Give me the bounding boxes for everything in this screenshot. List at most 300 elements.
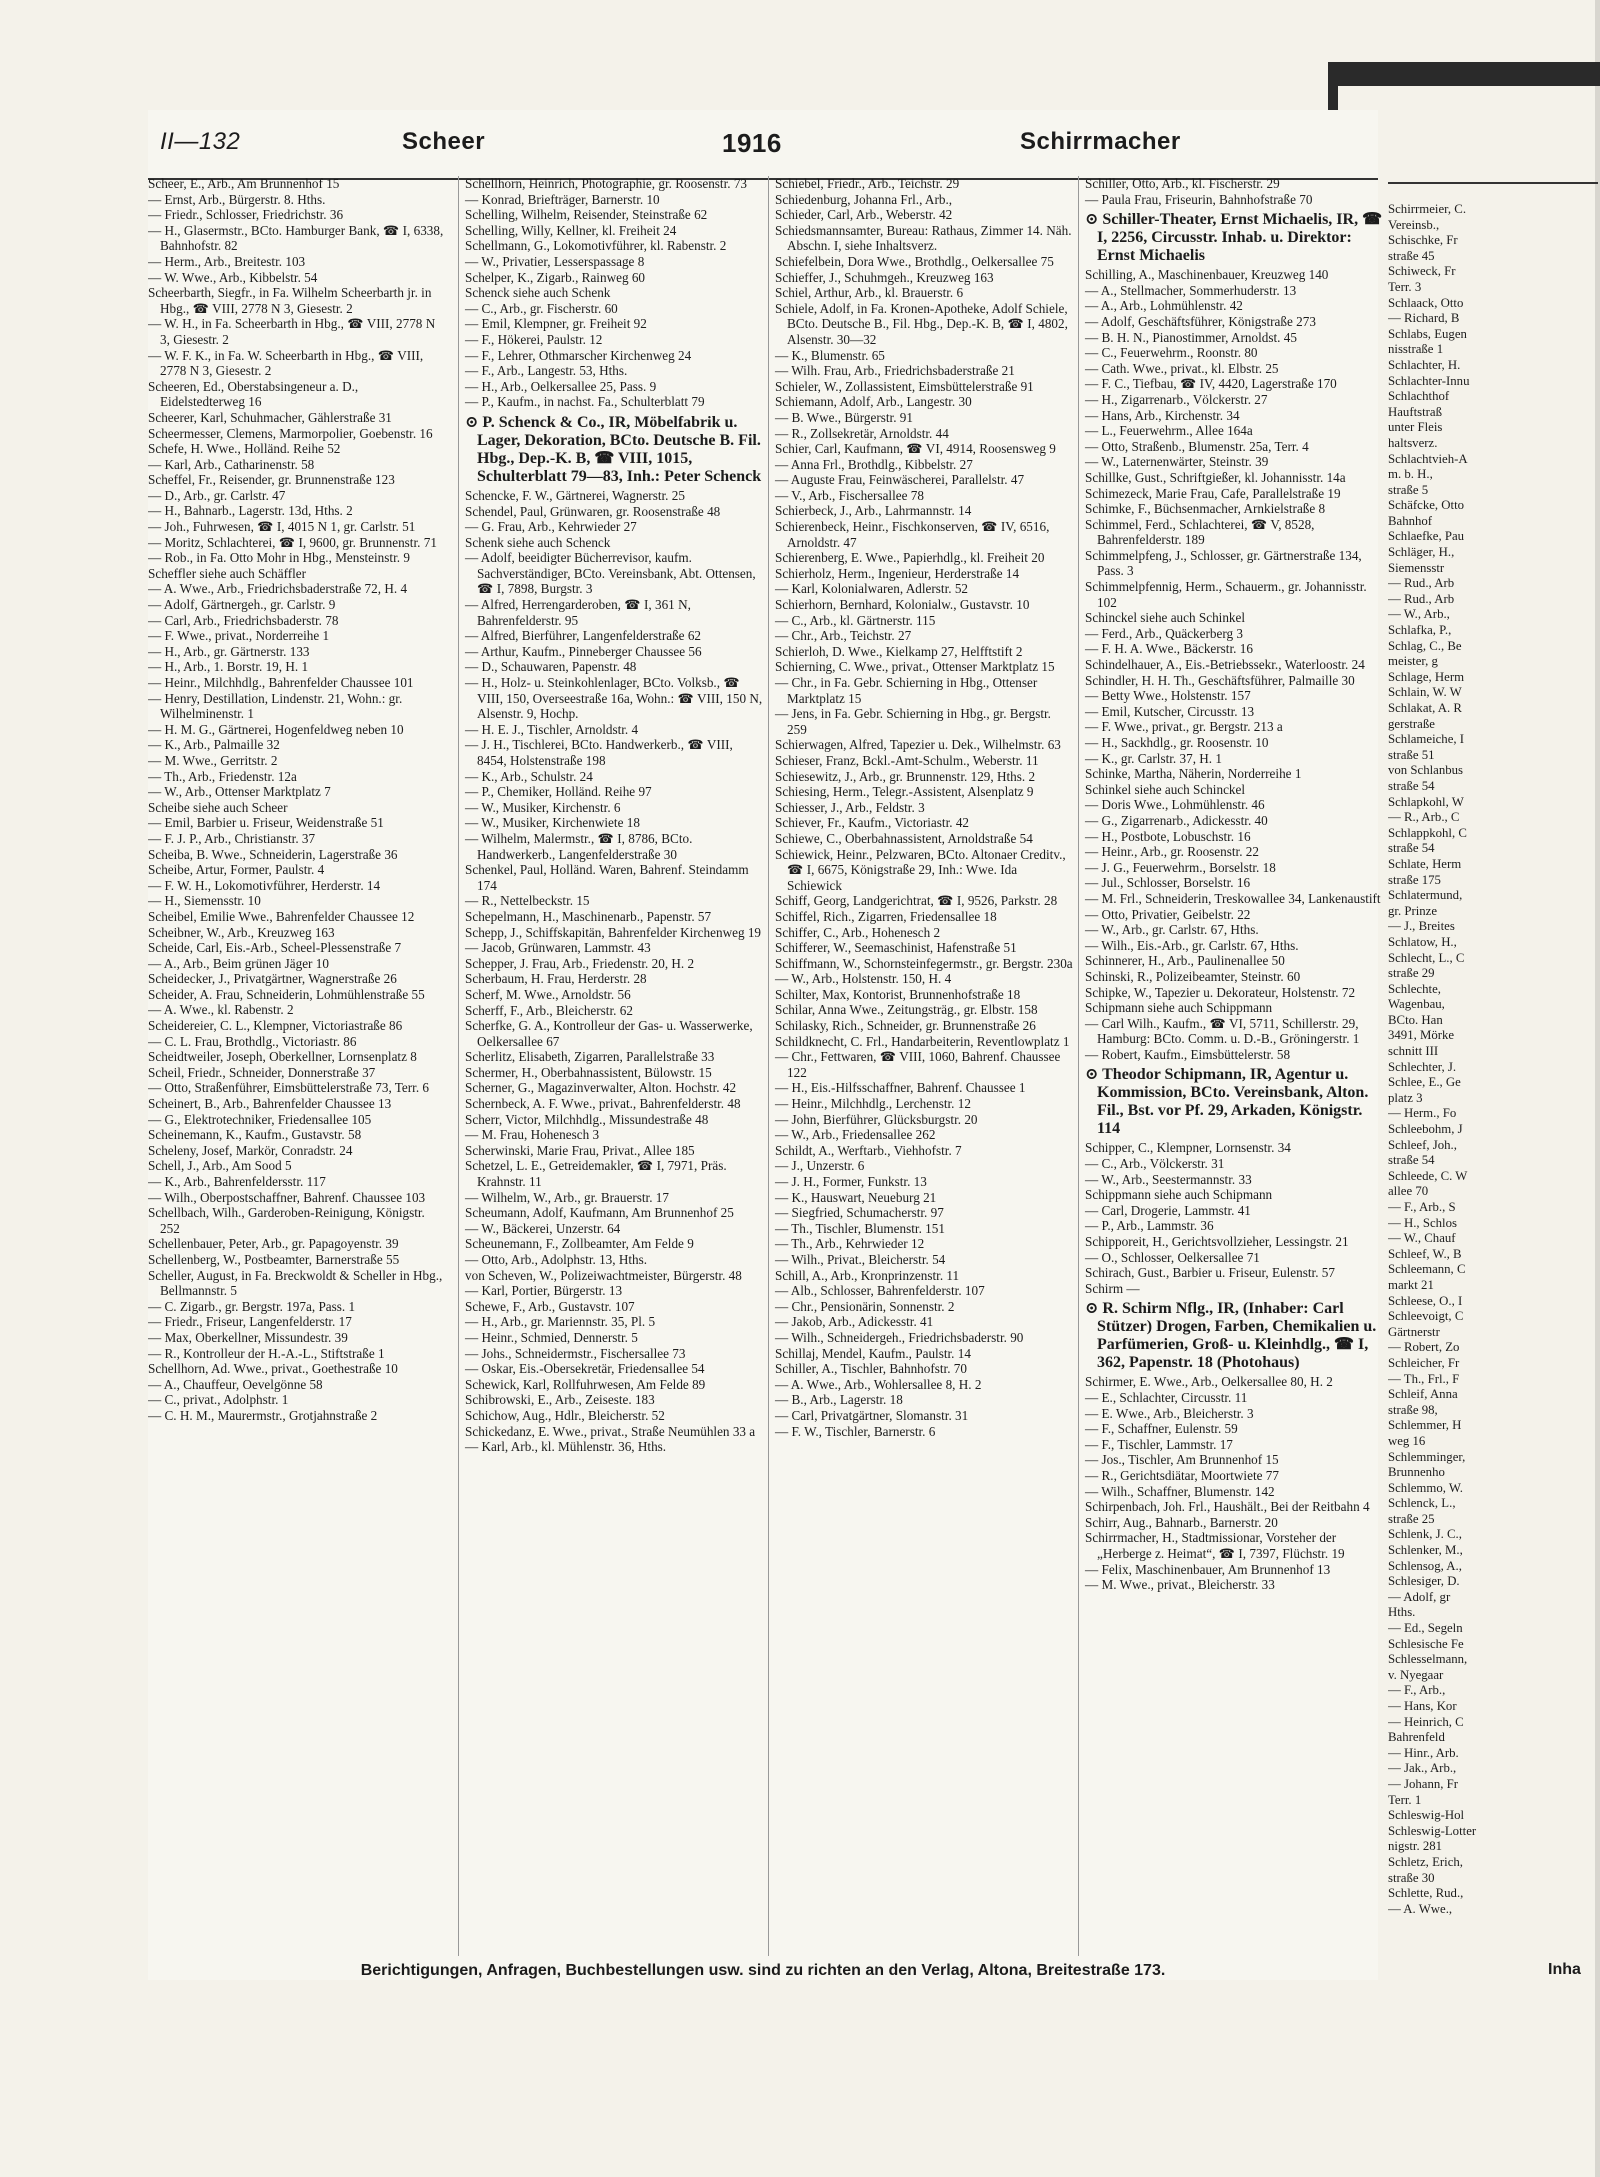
adjacent-entry: Bahnhof bbox=[1388, 513, 1433, 528]
directory-entry: — Arthur, Kaufm., Pinneberger Chaussee 56 bbox=[465, 643, 702, 659]
directory-entry: — Rob., in Fa. Otto Mohr in Hbg., Mensteinstr. 9 bbox=[148, 550, 410, 566]
directory-entry: — A. Wwe., Arb., Wohlersallee 8, H. 2 bbox=[775, 1376, 982, 1392]
year-label: 1916 bbox=[722, 128, 782, 158]
directory-entry: — M. Frl., Schneiderin, Treskowallee 34, Lankenaustift bbox=[1085, 890, 1381, 906]
adjacent-entry: Schläger, H., bbox=[1388, 545, 1455, 560]
directory-entry: Schierholz, Herm., Ingenieur, Herderstraße 14 bbox=[775, 565, 1020, 581]
adjacent-entry: Schlemmer, H bbox=[1388, 1418, 1462, 1433]
adjacent-entry: — Johann, Fr bbox=[1388, 1776, 1459, 1791]
directory-entry: Schieder, Carl, Arb., Weberstr. 42 bbox=[775, 207, 953, 223]
adjacent-header-rule bbox=[1388, 182, 1598, 184]
directory-entry: — B. Wwe., Bürgerstr. 91 bbox=[775, 409, 913, 425]
directory-entry: Schilter, Max, Kontorist, Brunnenhofstraße 18 bbox=[775, 986, 1021, 1002]
directory-entry: Schell, J., Arb., Am Sood 5 bbox=[148, 1158, 292, 1174]
directory-entry: Scheinert, B., Arb., Bahrenfelder Chaussee 13 bbox=[148, 1096, 392, 1112]
directory-entry: Scherlitz, Elisabeth, Zigarren, Parallelstraße 33 bbox=[465, 1049, 715, 1065]
directory-entry: Schellhorn, Ad. Wwe., privat., Goethestraße 10 bbox=[148, 1361, 398, 1377]
directory-entry: — Friedr., Friseur, Langenfelderstr. 17 bbox=[148, 1314, 352, 1330]
directory-entry: ⊙ R. Schirm Nflg., IR, (Inhaber: Carl Stützer) Drogen, Farben, Chemikalien u. Parfümerien, Groß- u. Kleinhdlg., ☎ I, 362, Papenstr. 18 (Photohaus) bbox=[1085, 1300, 1377, 1372]
directory-entry: Schill, A., Arb., Kronprinzenstr. 11 bbox=[775, 1267, 960, 1283]
directory-entry: Schierloh, D. Wwe., Kielkamp 27, Helfftstift 2 bbox=[775, 643, 1023, 659]
adjacent-entry: Brunnenho bbox=[1388, 1465, 1445, 1480]
directory-entry: — Carl, Drogerie, Lammstr. 41 bbox=[1085, 1202, 1251, 1218]
directory-entry: — C., Arb., kl. Gärtnerstr. 115 bbox=[775, 612, 936, 628]
adjacent-entry: v. Nyegaar bbox=[1388, 1667, 1444, 1682]
adjacent-entry: platz 3 bbox=[1388, 1090, 1423, 1105]
directory-entry: Schirr, Aug., Bahnarb., Barnerstr. 20 bbox=[1085, 1514, 1278, 1530]
directory-entry: Schierning, C. Wwe., privat., Ottenser Marktplatz 15 bbox=[775, 659, 1055, 675]
directory-entry: — C., Arb., gr. Fischerstr. 60 bbox=[465, 300, 618, 316]
adjacent-entry: Schlage, Herm bbox=[1388, 669, 1465, 684]
page-number: II—132 bbox=[160, 128, 241, 155]
directory-entry: Schieffer, J., Schuhmgeh., Kreuzweg 163 bbox=[775, 269, 994, 285]
column-3 bbox=[768, 176, 1073, 1956]
directory-entry: ⊙ Theodor Schipmann, IR, Agentur u. Kommission, BCto. Vereinsbank, Alton. Fil., Bst. vor Pf. 29, Arkaden, Königstr. 114 bbox=[1085, 1066, 1369, 1138]
directory-entry: — P., Arb., Lammstr. 36 bbox=[1085, 1218, 1214, 1234]
directory-entry: Schiller, Otto, Arb., kl. Fischerstr. 29 bbox=[1085, 176, 1280, 191]
directory-entry: — H., Sackhdlg., gr. Roosenstr. 10 bbox=[1085, 735, 1269, 750]
directory-entry: — A., Stellmacher, Sommerhuderstr. 13 bbox=[1085, 282, 1297, 298]
column-2 bbox=[458, 176, 763, 1956]
directory-entry: Schellenbauer, Peter, Arb., gr. Papagoyenstr. 39 bbox=[148, 1236, 399, 1252]
directory-entry: — E., Schlachter, Circusstr. 11 bbox=[1085, 1390, 1248, 1405]
directory-entry: — Carl, Arb., Friedrichsbaderstr. 78 bbox=[148, 612, 339, 628]
directory-entry: — Jens, in Fa. Gebr. Schierning in Hbg., gr. Bergstr. 259 bbox=[775, 706, 1051, 737]
adjacent-entry: Schlenk, J. C., bbox=[1388, 1527, 1462, 1542]
directory-entry: — Jos., Tischler, Am Brunnenhof 15 bbox=[1085, 1452, 1279, 1468]
directory-entry: Schilar, Anna Wwe., Zeitungsträg., gr. Elbstr. 158 bbox=[775, 1002, 1038, 1018]
directory-entry: — F., Arb., Langestr. 53, Hths. bbox=[465, 363, 628, 379]
adjacent-entry: Schleevoigt, C bbox=[1388, 1309, 1464, 1324]
directory-entry: — A. Wwe., kl. Rabenstr. 2 bbox=[148, 1002, 294, 1018]
adjacent-entry: — F., Arb., S bbox=[1388, 1200, 1456, 1214]
adjacent-entry: markt 21 bbox=[1388, 1277, 1434, 1292]
adjacent-entry: Schlameiche, I bbox=[1388, 732, 1465, 747]
directory-entry: Schellenberg, W., Postbeamter, Barnerstraße 55 bbox=[148, 1251, 400, 1267]
directory-entry: Schellhorn, Heinrich, Photographie, gr. Roosenstr. 73 bbox=[465, 176, 748, 191]
adjacent-entry: — Richard, B bbox=[1388, 311, 1460, 326]
directory-entry: — Anna Frl., Brothdlg., Kibbelstr. 27 bbox=[775, 456, 973, 472]
directory-entry: Schellbach, Wilh., Garderoben-Reinigung, Königstr. 252 bbox=[148, 1205, 425, 1236]
directory-entry: — Heinr., Milchhdlg., Bahrenfelder Chaussee 101 bbox=[148, 675, 414, 690]
directory-entry: — W., Musiker, Kirchenstr. 6 bbox=[465, 799, 621, 815]
directory-entry: Schipper, C., Klempner, Lornsenstr. 34 bbox=[1085, 1140, 1291, 1156]
directory-entry: Scheerer, Karl, Schuhmacher, Gählerstraße 31 bbox=[148, 409, 392, 425]
adjacent-entry: Schlachtvieh-A bbox=[1388, 451, 1468, 466]
directory-entry: Scheibe, Artur, Former, Paulstr. 4 bbox=[148, 862, 325, 878]
directory-entry: Schipporeit, H., Gerichtsvollzieher, Lessingstr. 21 bbox=[1085, 1234, 1349, 1250]
directory-entry: — Karl, Arb., Catharinenstr. 58 bbox=[148, 456, 315, 472]
directory-entry: — W., Arb., Holstenstr. 150, H. 4 bbox=[775, 971, 952, 987]
adjacent-entry: Schletz, Erich, bbox=[1388, 1854, 1463, 1869]
adjacent-entry: Schleemann, C bbox=[1388, 1262, 1466, 1277]
adjacent-entry: — Adolf, gr bbox=[1388, 1589, 1451, 1604]
directory-entry: Schepper, J. Frau, Arb., Friedenstr. 20, H. 2 bbox=[465, 955, 695, 971]
directory-entry: — Oskar, Eis.-Obersekretär, Friedensallee 54 bbox=[465, 1361, 705, 1377]
page-header bbox=[148, 128, 1378, 168]
directory-entry: — E. Wwe., Arb., Bleicherstr. 3 bbox=[1085, 1405, 1254, 1421]
adjacent-entry: — F., Arb., bbox=[1388, 1683, 1446, 1698]
adjacent-entry: Schlemminger, bbox=[1388, 1449, 1466, 1464]
directory-entry: — C. L. Frau, Brothdlg., Victoriastr. 86 bbox=[148, 1033, 357, 1049]
adjacent-entry: — W., Arb., bbox=[1388, 607, 1450, 622]
adjacent-entry: weg 16 bbox=[1388, 1433, 1426, 1448]
adjacent-entry: straße 25 bbox=[1388, 1511, 1435, 1526]
adjacent-entry: Schischke, Fr bbox=[1388, 233, 1458, 248]
directory-entry: — Karl, Kolonialwaren, Adlerstr. 52 bbox=[775, 581, 969, 597]
directory-entry: Schierbeck, J., Arb., Lahrmannstr. 14 bbox=[775, 503, 972, 519]
adjacent-entry: Schlain, W. W bbox=[1388, 685, 1462, 700]
directory-entry: Scheidtweiler, Joseph, Oberkellner, Lornsenplatz 8 bbox=[148, 1049, 417, 1065]
directory-entry: Schillke, Gust., Schriftgießer, kl. Johannisstr. 14a bbox=[1085, 469, 1346, 485]
directory-entry: — F., Tischler, Lammstr. 17 bbox=[1085, 1436, 1233, 1452]
directory-entry: Schermer, H., Oberbahnassistent, Bülowstr. 15 bbox=[465, 1064, 712, 1080]
adjacent-entry: Schlachthof bbox=[1388, 389, 1450, 404]
adjacent-entry: meister, g bbox=[1388, 654, 1438, 669]
directory-entry: Scherf, M. Wwe., Arnoldstr. 56 bbox=[465, 986, 631, 1002]
adjacent-entry: von Schlanbus bbox=[1388, 763, 1464, 778]
adjacent-entry: Schlaefke, Pau bbox=[1388, 529, 1465, 544]
adjacent-entry: Terr. 1 bbox=[1388, 1792, 1422, 1807]
directory-entry: — K., gr. Carlstr. 37, H. 1 bbox=[1085, 750, 1222, 766]
directory-entry: — H., Siemensstr. 10 bbox=[148, 893, 261, 909]
directory-entry: — G., Elektrotechniker, Friedensallee 105 bbox=[148, 1111, 372, 1127]
adjacent-entry: Schlaack, Otto bbox=[1388, 295, 1464, 310]
directory-entry: — F. Wwe., privat., gr. Bergstr. 213 a bbox=[1085, 719, 1283, 735]
directory-entry: Schier, Carl, Kaufmann, ☎ VI, 4914, Roosensweg 9 bbox=[775, 441, 1056, 457]
directory-entry: — Heinr., Milchhdlg., Lerchenstr. 12 bbox=[775, 1096, 971, 1112]
directory-entry: — F. Wwe., privat., Norderreihe 1 bbox=[148, 628, 330, 644]
adjacent-entry: haltsverz. bbox=[1388, 435, 1438, 450]
adjacent-entry: Schlechte, bbox=[1388, 981, 1441, 996]
directory-entry: Schieser, Franz, Bckl.-Amt-Schulm., Weberstr. 11 bbox=[775, 752, 1039, 768]
adjacent-entry: unter Fleis bbox=[1388, 420, 1443, 435]
directory-entry: — H., Arb., 1. Borstr. 19, H. 1 bbox=[148, 659, 309, 675]
adjacent-entry: Gärtnerstr bbox=[1388, 1324, 1440, 1339]
adjacent-entry: — W., Chauf bbox=[1388, 1231, 1456, 1246]
directory-entry: — Carl Wilh., Kaufm., ☎ VI, 5711, Schillerstr. 29, Hamburg: BCto. Comm. u. D.-B., Gröningerstr. 1 bbox=[1085, 1015, 1360, 1047]
adjacent-entry: Schleicher, Fr bbox=[1388, 1355, 1460, 1370]
directory-entry: Schildt, A., Werftarb., Viehhofstr. 7 bbox=[775, 1142, 962, 1158]
directory-entry: — Jul., Schlosser, Borselstr. 16 bbox=[1085, 875, 1251, 891]
directory-entry: — A., Arb., Lohmühlenstr. 42 bbox=[1085, 298, 1243, 314]
directory-entry: Schindelhauer, A., Eis.-Betriebssekr., Waterloostr. 24 bbox=[1085, 657, 1365, 673]
adjacent-entry: Schleef, Joh., bbox=[1388, 1137, 1457, 1152]
directory-entry: — F. H. A. Wwe., Bäckerstr. 16 bbox=[1085, 641, 1253, 657]
adjacent-entry: straße 175 bbox=[1388, 872, 1441, 887]
directory-page bbox=[148, 110, 1383, 1980]
adjacent-entry: straße 54 bbox=[1388, 778, 1435, 793]
directory-entry: — Wilh. Frau, Arb., Friedrichsbaderstraße 21 bbox=[775, 363, 1015, 379]
directory-entry: Schierwagen, Alfred, Tapezier u. Dek., Wilhelmstr. 63 bbox=[775, 737, 1061, 753]
directory-entry: — G. Frau, Arb., Kehrwieder 27 bbox=[465, 519, 637, 535]
directory-entry: — W. H., in Fa. Scheerbarth in Hbg., ☎ VIII, 2778 N 3, Giesestr. 2 bbox=[148, 316, 436, 347]
adjacent-entry: Schlesselmann, bbox=[1388, 1652, 1468, 1667]
directory-entry: — O., Schlosser, Oelkersallee 71 bbox=[1085, 1249, 1260, 1265]
directory-entry: — J. H., Former, Funkstr. 13 bbox=[775, 1174, 927, 1189]
directory-entry: — H., Postbote, Lobuschstr. 16 bbox=[1085, 828, 1251, 844]
directory-entry: Schilling, A., Maschinenbauer, Kreuzweg 140 bbox=[1085, 267, 1329, 283]
directory-entry: — Siegfried, Schumacherstr. 97 bbox=[775, 1205, 944, 1221]
directory-entry: — Konrad, Briefträger, Barnerstr. 10 bbox=[465, 191, 660, 207]
directory-entry: — Wilhelm, Malermstr., ☎ I, 8786, BCto. Handwerkerb., Langenfelderstraße 30 bbox=[465, 830, 693, 862]
adjacent-entry: 3491, Mörke bbox=[1388, 1028, 1455, 1043]
directory-entry: Schifferer, W., Seemaschinist, Hafenstraße 51 bbox=[775, 940, 1017, 956]
directory-entry: Scheller, August, in Fa. Breckwoldt & Scheller in Hbg., Bellmannstr. 5 bbox=[148, 1267, 443, 1299]
adjacent-entry: Vereinsb., bbox=[1388, 217, 1440, 232]
directory-entry: — Otto, Privatier, Geibelstr. 22 bbox=[1085, 906, 1251, 922]
directory-entry: Schendel, Paul, Grünwaren, gr. Roosenstraße 48 bbox=[465, 503, 721, 519]
adjacent-entry: Schleswig-Lotter bbox=[1388, 1823, 1477, 1838]
adjacent-entry: Terr. 3 bbox=[1388, 279, 1422, 294]
directory-entry: — W., Musiker, Kirchenwiete 18 bbox=[465, 815, 640, 831]
directory-entry: Scheffler siehe auch Schäffler bbox=[148, 565, 307, 581]
directory-entry: — K., Hauswart, Neueburg 21 bbox=[775, 1189, 937, 1205]
directory-entry: — Alfred, Bierführer, Langenfelderstraße 62 bbox=[465, 628, 702, 644]
directory-entry: Schepelmann, H., Maschinenarb., Papenstr. 57 bbox=[465, 908, 712, 924]
directory-entry: Schipmann siehe auch Schippmann bbox=[1085, 1000, 1273, 1016]
directory-entry: Schiffer, C., Arb., Hohenesch 2 bbox=[775, 924, 941, 940]
directory-entry: — H., Arb., gr. Mariennstr. 35, Pl. 5 bbox=[465, 1314, 656, 1330]
directory-entry: Schipke, W., Tapezier u. Dekorateur, Holstenstr. 72 bbox=[1085, 984, 1356, 1000]
directory-entry: — C., Feuerwehrm., Roonstr. 80 bbox=[1085, 345, 1258, 361]
page-binding-shadow bbox=[1328, 62, 1600, 86]
adjacent-page-entries bbox=[1388, 202, 1598, 1917]
directory-entry: — Chr., Pensionärin, Sonnenstr. 2 bbox=[775, 1298, 955, 1314]
directory-entry: Scheffel, Fr., Reisender, gr. Brunnenstraße 123 bbox=[148, 472, 395, 488]
adjacent-entry: Schlakat, A. R bbox=[1388, 701, 1462, 715]
adjacent-entry: straße 5 bbox=[1388, 482, 1429, 497]
column-1 bbox=[148, 176, 446, 1956]
directory-entry: Scheerbarth, Siegfr., in Fa. Wilhelm Scheerbarth jr. in Hbg., ☎ VIII, 2778 N 3, Giesestr. 2 bbox=[148, 285, 432, 316]
directory-entry: Schildknecht, C. Frl., Handarbeiterin, Reventlowplatz 1 bbox=[775, 1033, 1070, 1049]
adjacent-entry: Schleswig-Hol bbox=[1388, 1808, 1465, 1823]
directory-entry: — J. G., Feuerwehrm., Borselstr. 18 bbox=[1085, 859, 1276, 875]
adjacent-entry: Schlemmo, W. bbox=[1388, 1480, 1464, 1495]
adjacent-entry: Schlag, C., Be bbox=[1388, 638, 1462, 653]
directory-entry: Schiever, Fr., Kaufm., Victoriastr. 42 bbox=[775, 815, 970, 831]
adjacent-entry: — Heinrich, C bbox=[1388, 1714, 1464, 1729]
adjacent-entry: — Hans, Kor bbox=[1388, 1699, 1457, 1713]
directory-entry: Schierhorn, Bernhard, Kolonialw., Gustavstr. 10 bbox=[775, 597, 1030, 613]
directory-entry: — J. H., Tischlerei, BCto. Handwerkerb., ☎ VIII, 8454, Holstenstraße 198 bbox=[465, 737, 733, 768]
adjacent-entry: Schlesische Fe bbox=[1388, 1636, 1464, 1651]
adjacent-entry: — Robert, Zo bbox=[1388, 1340, 1460, 1355]
directory-entry: — Felix, Maschinenbauer, Am Brunnenhof 13 bbox=[1085, 1561, 1331, 1577]
directory-entry: Scheermesser, Clemens, Marmorpolier, Goebenstr. 16 bbox=[148, 425, 433, 441]
directory-entry: Schiesing, Herm., Telegr.-Assistent, Alsenplatz 9 bbox=[775, 784, 1034, 800]
directory-entry: — Joh., Fuhrwesen, ☎ I, 4015 N 1, gr. Carlstr. 51 bbox=[148, 519, 416, 535]
directory-entry: — Jakob, Arb., Adickesstr. 41 bbox=[775, 1314, 934, 1330]
directory-entry: Schinke, Martha, Näherin, Norderreihe 1 bbox=[1085, 766, 1302, 782]
directory-entry: Schilasky, Rich., Schneider, gr. Brunnenstraße 26 bbox=[775, 1018, 1036, 1034]
adjacent-entry: Schleef, W., B bbox=[1388, 1246, 1462, 1261]
directory-entry: Scheibner, W., Arb., Kreuzweg 163 bbox=[148, 924, 335, 940]
adjacent-entry: Schleede, C. W bbox=[1388, 1168, 1468, 1183]
directory-entry: — H., Glasermstr., BCto. Hamburger Bank, ☎ I, 6338, Bahnhofstr. 82 bbox=[148, 222, 444, 254]
directory-entry: — F., Hökerei, Paulstr. 12 bbox=[465, 331, 603, 347]
directory-entry: — W., Arb., Friedensallee 262 bbox=[775, 1127, 936, 1143]
directory-entry: — Otto, Straßenführer, Eimsbüttelerstraße 73, Terr. 6 bbox=[148, 1080, 430, 1096]
directory-entry: — Wilh., Schneidergeh., Friedrichsbaderstr. 90 bbox=[775, 1329, 1024, 1345]
directory-entry: — F., Schaffner, Eulenstr. 59 bbox=[1085, 1421, 1238, 1437]
directory-entry: Schimke, F., Büchsenmacher, Arnkielstraße 8 bbox=[1085, 501, 1326, 517]
directory-entry: — Wilh., Oberpostschaffner, Bahrenf. Chaussee 103 bbox=[148, 1189, 426, 1205]
directory-entry: Schirrmacher, H., Stadtmissionar, Vorsteher der „Herberge z. Heimat“, ☎ I, 7397, Flüchstr. 19 bbox=[1085, 1530, 1345, 1561]
directory-entry: — C., privat., Adolphstr. 1 bbox=[148, 1392, 289, 1408]
directory-entry: Schepp, J., Schiffskapitän, Bahrenfelder Kirchenweg 19 bbox=[465, 924, 762, 940]
directory-entry: — Ernst, Arb., Bürgerstr. 8. Hths. bbox=[148, 191, 326, 207]
adjacent-entry: Hauftstraß bbox=[1388, 404, 1443, 419]
directory-entry: — R., Gerichtsdiätar, Moortwiete 77 bbox=[1085, 1467, 1279, 1483]
directory-entry: — F. C., Tiefbau, ☎ IV, 4420, Lagerstraße 170 bbox=[1085, 376, 1337, 392]
directory-entry: Scheer, E., Arb., Am Brunnenhof 15 bbox=[148, 176, 340, 191]
directory-entry: Scherfke, G. A., Kontrolleur der Gas- u. Wasserwerke, Oelkersallee 67 bbox=[465, 1018, 753, 1049]
adjacent-entry: Schlensog, A., bbox=[1388, 1558, 1462, 1573]
adjacent-entry: straße 51 bbox=[1388, 747, 1435, 762]
directory-entry: — Otto, Straßenb., Blumenstr. 25a, Terr. 4 bbox=[1085, 438, 1309, 454]
directory-entry: Scheibe siehe auch Scheer bbox=[148, 799, 288, 815]
adjacent-entry: — Hinr., Arb. bbox=[1388, 1745, 1459, 1760]
adjacent-entry: Siemensstr bbox=[1388, 560, 1445, 575]
directory-entry: Schirmer, E. Wwe., Arb., Oelkersallee 80, H. 2 bbox=[1085, 1374, 1333, 1390]
directory-entry: Schiemann, Adolf, Arb., Langestr. 30 bbox=[775, 394, 972, 410]
directory-entry: — H., Bahnarb., Lagerstr. 13d, Hths. 2 bbox=[148, 503, 353, 519]
directory-entry: Schierenberg, E. Wwe., Papierhdlg., kl. Freiheit 20 bbox=[775, 550, 1045, 566]
directory-entry: Scheider, A. Frau, Schneiderin, Lohmühlenstraße 55 bbox=[148, 986, 425, 1002]
adjacent-entry: nisstraße 1 bbox=[1388, 342, 1444, 357]
directory-entry: Schiesser, J., Arb., Feldstr. 3 bbox=[775, 799, 925, 815]
directory-entry: — Max, Oberkellner, Missundestr. 39 bbox=[148, 1329, 348, 1345]
directory-entry: Schirm — bbox=[1085, 1280, 1140, 1296]
directory-entry: — Chr., Arb., Teichstr. 27 bbox=[775, 628, 912, 644]
directory-entry: Schinckel siehe auch Schinkel bbox=[1085, 610, 1246, 626]
directory-entry: Schierenbeck, Heinr., Fischkonserven, ☎ IV, 6516, Arnoldstr. 47 bbox=[775, 519, 1050, 550]
directory-entry: Schimezeck, Marie Frau, Cafe, Parallelstraße 19 bbox=[1085, 485, 1341, 501]
directory-entry: Schiebel, Friedr., Arb., Teichstr. 29 bbox=[775, 176, 960, 191]
directory-entry: ⊙ P. Schenck & Co., IR, Möbelfabrik u. Lager, Dekoration, BCto. Deutsche B. Fil. Hbg., Dep.-K. B, ☎ VIII, 1015, Schulterblatt 79—83, Inh.: Peter Schenck bbox=[465, 413, 762, 485]
directory-entry: Schinski, R., Polizeibeamter, Steinstr. 60 bbox=[1085, 968, 1301, 984]
directory-entry: Scherner, G., Magazinverwalter, Alton. Hochstr. 42 bbox=[465, 1080, 737, 1096]
adjacent-entry: — Ed., Segeln bbox=[1388, 1621, 1463, 1636]
directory-entry: — Wilh., Privat., Bleicherstr. 54 bbox=[775, 1251, 946, 1267]
directory-entry: — Karl, Portier, Bürgerstr. 13 bbox=[465, 1283, 623, 1299]
directory-entry: — Chr., Fettwaren, ☎ VIII, 1060, Bahrenf. Chaussee 122 bbox=[775, 1049, 1061, 1080]
directory-entry: — Wilhelm, W., Arb., gr. Brauerstr. 17 bbox=[465, 1189, 669, 1205]
directory-entry: — Emil, Kutscher, Circusstr. 13 bbox=[1085, 703, 1255, 719]
directory-entry: Scheil, Friedr., Schneider, Donnerstraße 37 bbox=[148, 1064, 376, 1080]
adjacent-entry: Schleese, O., I bbox=[1388, 1293, 1463, 1308]
adjacent-entry: nigstr. 281 bbox=[1388, 1839, 1443, 1854]
directory-entry: Schickedanz, E. Wwe., privat., Straße Neumühlen 33 a bbox=[465, 1423, 756, 1439]
directory-entry: — Th., Tischler, Blumenstr. 151 bbox=[775, 1220, 945, 1236]
directory-entry: — Alb., Schlosser, Bahrenfelderstr. 107 bbox=[775, 1283, 985, 1299]
adjacent-entry: straße 30 bbox=[1388, 1870, 1435, 1885]
adjacent-entry: Schlechter, J. bbox=[1388, 1059, 1457, 1074]
directory-entry: — H., Arb., Oelkersallee 25, Pass. 9 bbox=[465, 378, 657, 394]
directory-entry: Schenk siehe auch Schenck bbox=[465, 534, 611, 550]
adjacent-entry: Schiweck, Fr bbox=[1388, 264, 1456, 279]
directory-entry: — B., Arb., Lagerstr. 18 bbox=[775, 1392, 903, 1408]
directory-entry: — K., Arb., Schulstr. 24 bbox=[465, 768, 593, 784]
adjacent-entry: Schlafka, P., bbox=[1388, 623, 1452, 638]
adjacent-entry: Schlapkohl, W bbox=[1388, 794, 1464, 809]
directory-entry: Schiedenburg, Johanna Frl., Arb., bbox=[775, 191, 953, 207]
directory-entry: Schiesewitz, J., Arb., gr. Brunnenstr. 129, Hths. 2 bbox=[775, 768, 1036, 784]
directory-entry: — Ferd., Arb., Quäckerberg 3 bbox=[1085, 625, 1243, 641]
directory-entry: — K., Blumenstr. 65 bbox=[775, 347, 885, 363]
adjacent-footer: Inha bbox=[1548, 1961, 1581, 1978]
directory-entry: Schewe, F., Arb., Gustavstr. 107 bbox=[465, 1298, 635, 1314]
directory-entry: Schellmann, G., Lokomotivführer, kl. Rabenstr. 2 bbox=[465, 238, 727, 254]
directory-entry: — W., Laternenwärter, Steinstr. 39 bbox=[1085, 454, 1269, 470]
adjacent-entry: straße 45 bbox=[1388, 248, 1435, 263]
directory-entry: — A., Arb., Beim grünen Jäger 10 bbox=[148, 955, 329, 971]
directory-entry: — Wilh., Eis.-Arb., gr. Carlstr. 67, Hths. bbox=[1085, 937, 1299, 953]
directory-entry: Schippmann siehe auch Schipmann bbox=[1085, 1187, 1273, 1203]
directory-entry: — W., Arb., Seestermannstr. 33 bbox=[1085, 1171, 1252, 1187]
directory-entry: — V., Arb., Fischersallee 78 bbox=[775, 487, 924, 503]
adjacent-entry: gr. Prinze bbox=[1388, 903, 1438, 918]
directory-entry: — W., Arb., gr. Carlstr. 67, Hths. bbox=[1085, 922, 1259, 938]
adjacent-entry: — A. Wwe., bbox=[1388, 1901, 1453, 1916]
directory-entry: Schiewick, Heinr., Pelzwaren, BCto. Altonaer Creditv., ☎ I, 6675, Königstraße 29, Inh.: Wwe. Ida Schiewick bbox=[775, 846, 1066, 893]
directory-entry: — Otto, Arb., Adolphstr. 13, Hths. bbox=[465, 1252, 648, 1267]
directory-entry: Schinkel siehe auch Schinckel bbox=[1085, 781, 1246, 797]
adjacent-entry: Schlappkohl, C bbox=[1388, 825, 1467, 840]
directory-entry: — B. H. N., Pianostimmer, Arnoldst. 45 bbox=[1085, 329, 1297, 345]
directory-entry: — R., Zollsekretär, Arnoldstr. 44 bbox=[775, 425, 949, 441]
adjacent-entry: Schäfcke, Otto bbox=[1388, 498, 1465, 513]
directory-entry: — H., Holz- u. Steinkohlenlager, BCto. Volksb., ☎ VIII, 150, Overseestraße 16a, Wohn.: ☎ VIII, 150 N, Alsenstr. 9, Hochp. bbox=[465, 675, 763, 722]
first-keyword: Scheer bbox=[402, 128, 486, 155]
adjacent-entry: straße 98, bbox=[1388, 1402, 1438, 1417]
last-keyword: Schirrmacher bbox=[1020, 128, 1181, 155]
directory-entry: Schirpenbach, Joh. Frl., Haushält., Bei der Reitbahn 4 bbox=[1085, 1499, 1370, 1515]
directory-entry: — J., Unzerstr. 6 bbox=[775, 1158, 865, 1174]
adjacent-entry: straße 54 bbox=[1388, 841, 1435, 856]
directory-entry: Schieler, W., Zollassistent, Eimsbüttelerstraße 91 bbox=[775, 378, 1034, 394]
directory-entry: — Adolf, beeidigter Bücherrevisor, kaufm. Sachverständiger, BCto. Vereinsbank, Abt. Ottensen, ☎ I, 7898, Burgstr. 3 bbox=[465, 550, 756, 597]
adjacent-entry: Schlate, Herm bbox=[1388, 856, 1462, 871]
directory-entry: Schimmelpfeng, J., Schlosser, gr. Gärtnerstraße 134, Pass. 3 bbox=[1085, 547, 1362, 579]
directory-entry: Schimmelpfennig, Herm., Schauerm., gr. Johannisstr. 102 bbox=[1085, 579, 1367, 610]
directory-entry: Scheiba, B. Wwe., Schneiderin, Lagerstraße 36 bbox=[148, 846, 398, 862]
adjacent-entry: Hths. bbox=[1388, 1605, 1416, 1620]
adjacent-entry: Bahrenfeld bbox=[1388, 1730, 1445, 1745]
adjacent-entry: Schlabs, Eugen bbox=[1388, 326, 1467, 341]
directory-entry: — R., Nettelbeckstr. 15 bbox=[465, 893, 590, 909]
adjacent-entry: m. b. H., bbox=[1388, 467, 1433, 482]
directory-entry: — L., Feuerwehrm., Allee 164a bbox=[1085, 423, 1253, 439]
directory-entry: — C., Arb., Völckerstr. 31 bbox=[1085, 1156, 1225, 1172]
directory-entry: — Th., Arb., Friedenstr. 12a bbox=[148, 768, 297, 784]
directory-entry: — R., Kontrolleur der H.-A.-L., Stiftstraße 1 bbox=[148, 1345, 385, 1361]
directory-entry: Schiff, Georg, Landgerichtrat, ☎ I, 9526, Parkstr. 28 bbox=[775, 893, 1058, 909]
directory-entry: — W. F. K., in Fa. W. Scheerbarth in Hbg., ☎ VIII, 2778 N 3, Giesestr. 2 bbox=[148, 347, 424, 379]
directory-entry: — Chr., in Fa. Gebr. Schierning in Hbg., Ottenser Marktplatz 15 bbox=[775, 675, 1038, 706]
directory-entry: Schibrowski, E., Arb., Zeiseste. 183 bbox=[465, 1392, 655, 1408]
directory-entry: — Alfred, Herrengarderoben, ☎ I, 361 N, Bahrenfelderstr. 95 bbox=[465, 597, 691, 628]
directory-entry: — Th., Arb., Kehrwieder 12 bbox=[775, 1236, 925, 1252]
directory-entry: — Carl, Privatgärtner, Slomanstr. 31 bbox=[775, 1407, 969, 1423]
adjacent-entry: straße 54 bbox=[1388, 1153, 1435, 1168]
adjacent-entry: Schirrmeier, C. bbox=[1388, 202, 1467, 216]
directory-entry: Scherff, F., Arb., Bleicherstr. 62 bbox=[465, 1002, 633, 1018]
adjacent-entry: Schlatow, H., bbox=[1388, 934, 1457, 949]
directory-entry: — H., Arb., gr. Gärtnerstr. 133 bbox=[148, 643, 310, 659]
directory-entry: — W., Arb., Ottenser Marktplatz 7 bbox=[148, 784, 331, 800]
